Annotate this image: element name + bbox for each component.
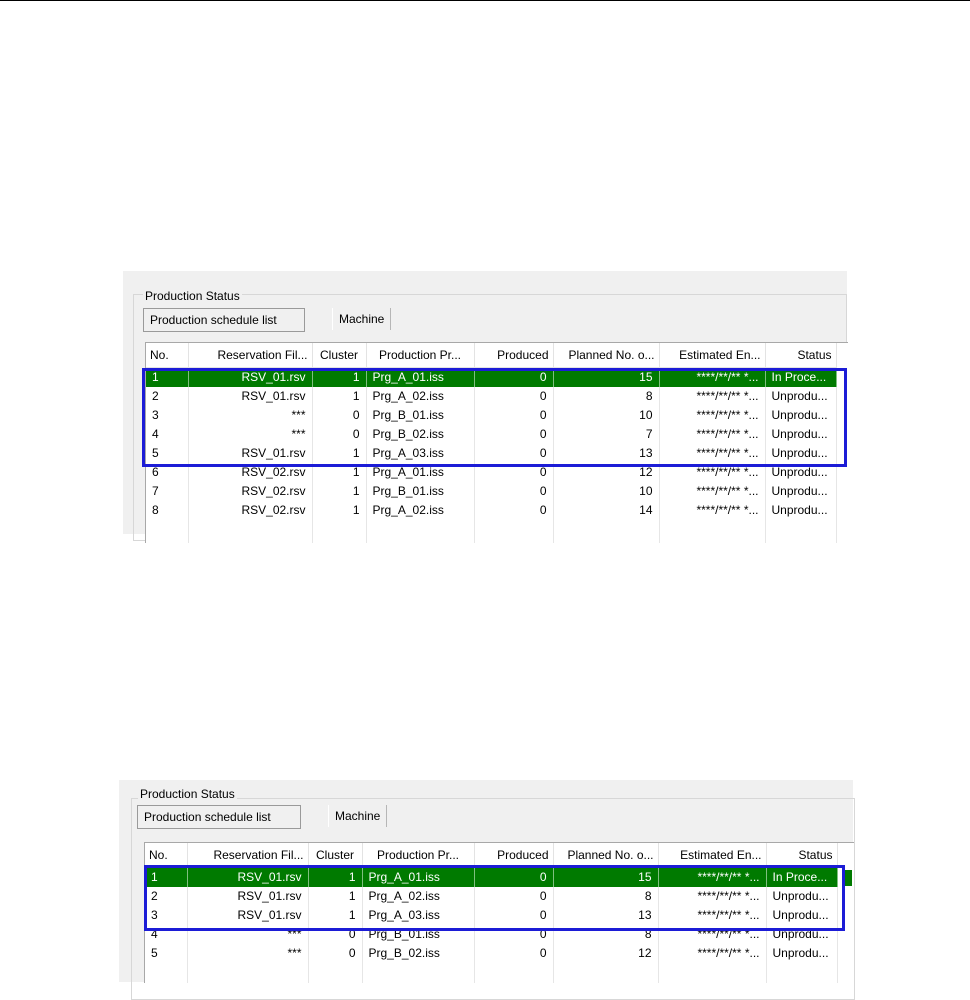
- cell-produced: 0: [474, 463, 553, 482]
- cell-reservation-file: ***: [188, 406, 312, 425]
- table-row[interactable]: [146, 463, 836, 482]
- cell-no: 3: [146, 406, 188, 425]
- cell-no: 5: [146, 444, 188, 463]
- cell-status: Unprodu...: [766, 887, 837, 906]
- cell-production-program: Prg_A_02.iss: [362, 887, 474, 906]
- cell-production-program: Prg_A_02.iss: [366, 387, 474, 406]
- cell-status: In Proce...: [766, 868, 837, 888]
- cell-produced: 0: [474, 868, 553, 888]
- cell-reservation-file: RSV_02.rsv: [188, 482, 312, 501]
- cell-reservation-file: RSV_02.rsv: [188, 501, 312, 520]
- cell-planned-no: 12: [553, 944, 658, 963]
- empty-cell: [553, 520, 659, 543]
- column-header-no[interactable]: No.: [145, 843, 187, 868]
- cell-no: 2: [145, 887, 187, 906]
- cell-no: 3: [145, 906, 187, 925]
- cell-cluster: 1: [312, 482, 366, 501]
- column-header-no[interactable]: No.: [146, 343, 188, 368]
- cell-no: 7: [146, 482, 188, 501]
- cell-status: Unprodu...: [766, 925, 837, 944]
- cell-no: 8: [146, 501, 188, 520]
- cell-production-program: Prg_B_01.iss: [362, 925, 474, 944]
- tab-machine[interactable]: Machine: [328, 805, 387, 827]
- cell-production-program: Prg_B_02.iss: [366, 425, 474, 444]
- cell-cluster: 1: [312, 463, 366, 482]
- cell-reservation-file: RSV_02.rsv: [188, 463, 312, 482]
- cell-no: 4: [146, 425, 188, 444]
- table-row[interactable]: [145, 887, 837, 906]
- cell-planned-no: 8: [553, 887, 658, 906]
- empty-cell: [659, 520, 765, 543]
- cell-reservation-file: ***: [187, 925, 308, 944]
- cell-estimated-end: ****/**/** *...: [659, 501, 765, 520]
- cell-cluster: 1: [312, 368, 366, 388]
- production-status-panel-after: [119, 780, 853, 982]
- table-row[interactable]: [146, 368, 836, 388]
- cell-reservation-file: RSV_01.rsv: [187, 887, 308, 906]
- cell-reservation-file: RSV_01.rsv: [187, 906, 308, 925]
- cell-status: Unprodu...: [765, 463, 836, 482]
- column-header-produced[interactable]: Produced: [474, 343, 553, 368]
- table-row[interactable]: [146, 482, 836, 501]
- cell-cluster: 0: [308, 944, 362, 963]
- table-row[interactable]: [145, 868, 837, 888]
- column-header-row: [146, 343, 836, 368]
- column-header-reservation-file[interactable]: Reservation Fil...: [187, 843, 308, 868]
- table-row[interactable]: [146, 406, 836, 425]
- table-body: [145, 868, 837, 984]
- schedule-table: [145, 843, 838, 983]
- column-header-status[interactable]: Status: [765, 343, 836, 368]
- cell-status: Unprodu...: [765, 444, 836, 463]
- selection-overflow: [845, 870, 852, 886]
- cell-cluster: 1: [308, 887, 362, 906]
- empty-cell: [658, 963, 766, 983]
- cell-produced: 0: [474, 444, 553, 463]
- column-header-row: [145, 843, 837, 868]
- cell-planned-no: 12: [553, 463, 659, 482]
- empty-cell: [188, 520, 312, 543]
- cell-estimated-end: ****/**/** *...: [659, 463, 765, 482]
- cell-production-program: Prg_A_01.iss: [366, 463, 474, 482]
- cell-cluster: 1: [312, 387, 366, 406]
- empty-list-area: [146, 520, 836, 543]
- cell-no: 1: [145, 868, 187, 888]
- cell-cluster: 1: [308, 868, 362, 888]
- empty-cell: [474, 963, 553, 983]
- column-header-production-program[interactable]: Production Pr...: [366, 343, 474, 368]
- cell-estimated-end: ****/**/** *...: [658, 906, 766, 925]
- empty-cell: [366, 520, 474, 543]
- column-header-cluster[interactable]: Cluster: [308, 843, 362, 868]
- cell-reservation-file: ***: [187, 944, 308, 963]
- schedule-table: [146, 343, 837, 543]
- cell-cluster: 1: [308, 906, 362, 925]
- cell-planned-no: 13: [553, 906, 658, 925]
- column-header-reservation-file[interactable]: Reservation Fil...: [188, 343, 312, 368]
- cell-estimated-end: ****/**/** *...: [659, 444, 765, 463]
- production-schedule-list[interactable]: [145, 342, 848, 543]
- cell-no: 4: [145, 925, 187, 944]
- cell-estimated-end: ****/**/** *...: [658, 944, 766, 963]
- table-row[interactable]: [145, 944, 837, 963]
- cell-reservation-file: RSV_01.rsv: [188, 368, 312, 388]
- cell-planned-no: 15: [553, 868, 658, 888]
- cell-estimated-end: ****/**/** *...: [658, 925, 766, 944]
- cell-production-program: Prg_B_01.iss: [366, 406, 474, 425]
- cell-status: Unprodu...: [765, 406, 836, 425]
- cell-reservation-file: ***: [188, 425, 312, 444]
- table-row[interactable]: [146, 425, 836, 444]
- empty-cell: [187, 963, 308, 983]
- cell-reservation-file: RSV_01.rsv: [187, 868, 308, 888]
- tab-production-schedule-list[interactable]: Production schedule list: [143, 308, 305, 332]
- cell-no: 6: [146, 463, 188, 482]
- cell-no: 5: [145, 944, 187, 963]
- cell-cluster: 1: [312, 501, 366, 520]
- cell-produced: 0: [474, 406, 553, 425]
- cell-estimated-end: ****/**/** *...: [658, 868, 766, 888]
- column-header-status[interactable]: Status: [766, 843, 837, 868]
- cell-production-program: Prg_B_02.iss: [362, 944, 474, 963]
- cell-planned-no: 14: [553, 501, 659, 520]
- cell-cluster: 0: [312, 406, 366, 425]
- table-row[interactable]: [145, 925, 837, 944]
- cell-planned-no: 8: [553, 387, 659, 406]
- empty-cell: [312, 520, 366, 543]
- cell-planned-no: 8: [553, 925, 658, 944]
- production-schedule-list[interactable]: [144, 842, 854, 983]
- cell-cluster: 0: [312, 425, 366, 444]
- group-title: Production Status: [140, 787, 235, 801]
- cell-estimated-end: ****/**/** *...: [659, 406, 765, 425]
- empty-cell: [145, 963, 187, 983]
- column-header-produced[interactable]: Produced: [474, 843, 553, 868]
- cell-cluster: 1: [312, 444, 366, 463]
- tab-machine[interactable]: Machine: [332, 308, 391, 330]
- cell-planned-no: 15: [553, 368, 659, 388]
- column-header-estimated-end[interactable]: Estimated En...: [659, 343, 765, 368]
- cell-produced: 0: [474, 482, 553, 501]
- cell-status: Unprodu...: [765, 501, 836, 520]
- empty-cell: [146, 520, 188, 543]
- cell-status: Unprodu...: [765, 387, 836, 406]
- cell-estimated-end: ****/**/** *...: [659, 482, 765, 501]
- column-header-planned-no[interactable]: Planned No. o...: [553, 343, 659, 368]
- empty-cell: [553, 963, 658, 983]
- column-header-production-program[interactable]: Production Pr...: [362, 843, 474, 868]
- table-row[interactable]: [145, 906, 837, 925]
- cell-estimated-end: ****/**/** *...: [658, 887, 766, 906]
- empty-cell: [308, 963, 362, 983]
- cell-estimated-end: ****/**/** *...: [659, 425, 765, 444]
- cell-produced: 0: [474, 501, 553, 520]
- cell-production-program: Prg_A_01.iss: [362, 868, 474, 888]
- cell-cluster: 0: [308, 925, 362, 944]
- cell-produced: 0: [474, 906, 553, 925]
- production-status-panel-before: [123, 271, 847, 534]
- column-header-estimated-end[interactable]: Estimated En...: [658, 843, 766, 868]
- cell-reservation-file: RSV_01.rsv: [188, 387, 312, 406]
- empty-cell: [474, 520, 553, 543]
- cell-estimated-end: ****/**/** *...: [659, 368, 765, 388]
- cell-no: 1: [146, 368, 188, 388]
- cell-produced: 0: [474, 944, 553, 963]
- cell-production-program: Prg_B_01.iss: [366, 482, 474, 501]
- cell-status: Unprodu...: [766, 944, 837, 963]
- cell-estimated-end: ****/**/** *...: [659, 387, 765, 406]
- page-top-rule: [0, 0, 970, 1]
- cell-status: Unprodu...: [765, 482, 836, 501]
- column-header-planned-no[interactable]: Planned No. o...: [553, 843, 658, 868]
- cell-planned-no: 7: [553, 425, 659, 444]
- table-row[interactable]: [146, 387, 836, 406]
- cell-no: 2: [146, 387, 188, 406]
- column-header-cluster[interactable]: Cluster: [312, 343, 366, 368]
- empty-list-area: [145, 963, 837, 983]
- table-body: [146, 368, 836, 544]
- cell-planned-no: 10: [553, 406, 659, 425]
- cell-production-program: Prg_A_03.iss: [362, 906, 474, 925]
- cell-status: In Proce...: [765, 368, 836, 388]
- table-row[interactable]: [146, 501, 836, 520]
- table-row[interactable]: [146, 444, 836, 463]
- cell-status: Unprodu...: [766, 906, 837, 925]
- cell-production-program: Prg_A_01.iss: [366, 368, 474, 388]
- cell-status: Unprodu...: [765, 425, 836, 444]
- cell-produced: 0: [474, 887, 553, 906]
- empty-cell: [765, 520, 836, 543]
- tab-production-schedule-list[interactable]: Production schedule list: [137, 805, 301, 829]
- cell-produced: 0: [474, 925, 553, 944]
- empty-cell: [362, 963, 474, 983]
- cell-produced: 0: [474, 387, 553, 406]
- empty-cell: [766, 963, 837, 983]
- cell-production-program: Prg_A_03.iss: [366, 444, 474, 463]
- cell-produced: 0: [474, 368, 553, 388]
- cell-planned-no: 13: [553, 444, 659, 463]
- group-title: Production Status: [145, 289, 240, 303]
- cell-produced: 0: [474, 425, 553, 444]
- cell-production-program: Prg_A_02.iss: [366, 501, 474, 520]
- cell-planned-no: 10: [553, 482, 659, 501]
- cell-reservation-file: RSV_01.rsv: [188, 444, 312, 463]
